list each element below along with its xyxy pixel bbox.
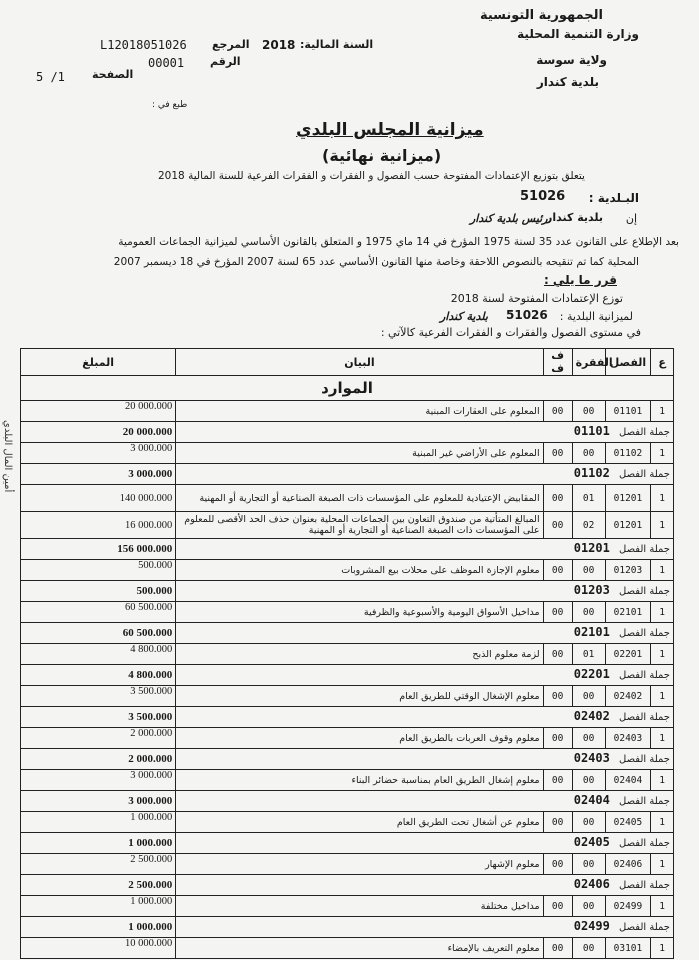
chapter-total-row: [21, 539, 674, 560]
paragraph-cell: 01: [572, 644, 605, 665]
paragraph-cell: 00: [572, 443, 605, 464]
description-cell: معلوم وقوف العربات بالطريق العام: [176, 728, 543, 749]
paragraph-cell: 00: [572, 686, 605, 707]
chapter-cell: 01203: [605, 560, 651, 581]
chapter-total-row: [21, 581, 674, 602]
total-label: جملة الفصل: [619, 586, 670, 597]
chapter-total-row: [21, 791, 674, 812]
table-header-row: [21, 349, 674, 376]
chapter-cell: 02499: [605, 896, 651, 917]
paragraph-cell: 02: [572, 512, 605, 539]
ministry-label: وزارة التنمية المحلية: [517, 27, 639, 41]
total-amount: 3 500.000: [21, 707, 176, 728]
total-amount: 2 000.000: [21, 749, 176, 770]
subparagraph-cell: 00: [543, 728, 572, 749]
num-label: الرقم: [210, 55, 241, 68]
amount-cell: 3 000.000: [21, 443, 176, 464]
amount-cell: 16 000.000: [21, 512, 176, 539]
total-label-cell: [176, 791, 674, 812]
doc-subtitle: (ميزانية نهائية): [322, 146, 442, 165]
paragraph-cell: 00: [572, 896, 605, 917]
number-cell: 1: [651, 896, 674, 917]
paragraph-cell: 00: [572, 560, 605, 581]
subparagraph-cell: 00: [543, 560, 572, 581]
num-value: 00001: [148, 56, 185, 70]
total-label: جملة الفصل: [619, 469, 670, 480]
total-chapter-code: 02403: [573, 751, 610, 765]
total-label: جملة الفصل: [619, 880, 670, 891]
total-chapter-code: 01102: [573, 466, 610, 480]
page-value: 5 /1: [36, 70, 65, 84]
year-label: السنة المالية:: [300, 38, 374, 51]
col-header-paragraph: الفقرة: [572, 349, 605, 376]
chapter-total-row: [21, 749, 674, 770]
paragraph-cell: 00: [572, 854, 605, 875]
budget-table: [20, 348, 674, 959]
table-row: [21, 686, 674, 707]
chapter-total-row: [21, 833, 674, 854]
total-label-cell: [176, 833, 674, 854]
table-row: [21, 896, 674, 917]
number-cell: 1: [651, 728, 674, 749]
doc-title: ميزانية المجلس البلدي: [296, 120, 484, 140]
total-label: جملة الفصل: [619, 796, 670, 807]
subparagraph-cell: 00: [543, 401, 572, 422]
description-cell: معلوم إشغال الطريق العام بمناسبة حضائر البناء: [176, 770, 543, 791]
table-row: [21, 485, 674, 512]
chapter-cell: 02201: [605, 644, 651, 665]
amount-cell: 10 000.000: [21, 938, 176, 959]
description-cell: المعلوم على العقارات المبنية: [176, 401, 543, 422]
number-cell: 1: [651, 770, 674, 791]
governorate-label: ولاية سوسة: [536, 53, 607, 67]
description-cell: المعلوم على الأراضي غير المبنية: [176, 443, 543, 464]
chapter-total-row: [21, 665, 674, 686]
subparagraph-cell: 00: [543, 512, 572, 539]
description-cell: المبالغ المتأتية من صندوق التعاون بين الجماعات المحلية بعنوان حذف الحد الأقصى للمعلوم على المؤسسات ذات الصبغة الصناعية أو التجارية أو المهنية: [176, 512, 543, 539]
chapter-cell: 02406: [605, 854, 651, 875]
decision-line-2-code: 51026: [506, 308, 548, 322]
description-cell: معلوم الإجازة الموظف على محلات بيع المشروبات: [176, 560, 543, 581]
total-label: جملة الفصل: [619, 922, 670, 933]
total-label-cell: [176, 539, 674, 560]
subparagraph-cell: 00: [543, 770, 572, 791]
col-header-number: ع: [651, 349, 674, 376]
total-chapter-code: 02402: [573, 709, 610, 723]
total-amount: 60 500.000: [21, 623, 176, 644]
total-amount: 3 000.000: [21, 791, 176, 812]
total-label-cell: [176, 875, 674, 896]
subparagraph-cell: 00: [543, 485, 572, 512]
number-cell: 1: [651, 938, 674, 959]
ref-label: المرجع: [212, 38, 250, 51]
chapter-cell: 01101: [605, 401, 651, 422]
amount-cell: 3 500.000: [21, 686, 176, 707]
subparagraph-cell: 00: [543, 854, 572, 875]
total-amount: 1 000.000: [21, 917, 176, 938]
chapter-total-row: [21, 464, 674, 485]
decision-line-3: في مستوى الفصول والفقرات و الفقرات الفرعية كالآتي :: [380, 326, 641, 339]
paragraph-cell: 00: [572, 401, 605, 422]
subparagraph-cell: 00: [543, 938, 572, 959]
amount-cell: 60 500.000: [21, 602, 176, 623]
margin-handwritten-note: أمين المال البلدي: [2, 420, 13, 493]
total-label-cell: [176, 707, 674, 728]
municipality-name: بلدية كندار: [546, 211, 603, 224]
chapter-total-row: [21, 707, 674, 728]
number-cell: 1: [651, 854, 674, 875]
total-amount: 500.000: [21, 581, 176, 602]
chapter-total-row: [21, 623, 674, 644]
section-row: [21, 376, 674, 401]
col-header-subparagraph: ف ف: [543, 349, 572, 376]
number-cell: 1: [651, 644, 674, 665]
decision-line-2-prefix: لميزانية البلدية :: [559, 310, 633, 323]
number-cell: 1: [651, 812, 674, 833]
total-label: جملة الفصل: [619, 754, 670, 765]
chapter-cell: 02101: [605, 602, 651, 623]
amount-cell: 2 500.000: [21, 854, 176, 875]
total-chapter-code: 02499: [573, 919, 610, 933]
total-chapter-code: 02404: [573, 793, 610, 807]
number-cell: 1: [651, 602, 674, 623]
section-title: الموارد: [21, 376, 674, 401]
amount-cell: 1 000.000: [21, 812, 176, 833]
col-header-amount: المبلغ: [21, 349, 176, 376]
chapter-total-row: [21, 422, 674, 443]
subparagraph-cell: 00: [543, 602, 572, 623]
subparagraph-cell: 00: [543, 644, 572, 665]
total-label: جملة الفصل: [619, 838, 670, 849]
decided-label: قرر ما يلي :: [543, 273, 617, 287]
number-cell: 1: [651, 485, 674, 512]
chapter-cell: 02404: [605, 770, 651, 791]
chapter-total-row: [21, 875, 674, 896]
total-amount: 4 800.000: [21, 665, 176, 686]
chapter-cell: 02405: [605, 812, 651, 833]
number-cell: 1: [651, 443, 674, 464]
total-label-cell: [176, 422, 674, 443]
year-value: 2018: [262, 38, 296, 52]
table-row: [21, 443, 674, 464]
description-cell: مداخيل مختلفة: [176, 896, 543, 917]
decision-line-2-name: بلدية كندار: [440, 310, 488, 323]
chapter-total-row: [21, 917, 674, 938]
paragraph-cell: 00: [572, 938, 605, 959]
paragraph-cell: 00: [572, 728, 605, 749]
total-label-cell: [176, 749, 674, 770]
chapter-cell: 02403: [605, 728, 651, 749]
paragraph-cell: 01: [572, 485, 605, 512]
description-cell: معلوم التعريف بالإمضاء: [176, 938, 543, 959]
ref-value: L12018051026: [100, 38, 187, 52]
total-label: جملة الفصل: [619, 427, 670, 438]
subparagraph-cell: 00: [543, 812, 572, 833]
total-chapter-code: 02101: [573, 625, 610, 639]
table-row: [21, 401, 674, 422]
description-cell: لزمة معلوم الذبح: [176, 644, 543, 665]
amount-cell: 1 000.000: [21, 896, 176, 917]
total-chapter-code: 01101: [573, 424, 610, 438]
total-label-cell: [176, 665, 674, 686]
municipality-label: بلدية كندار: [536, 75, 599, 89]
col-header-description: البيان: [176, 349, 543, 376]
amount-cell: 140 000.000: [21, 485, 176, 512]
republic-label: الجمهورية التونسية: [479, 8, 603, 23]
table-row: [21, 770, 674, 791]
municipality-field-label: البـلدية :: [588, 191, 639, 205]
total-amount: 2 500.000: [21, 875, 176, 896]
intro-paragraph-1: بعد الإطلاع على القانون عدد 35 لسنة 1975 المؤرخ في 14 ماي 1975 و المتعلق بالقانون الأساسي لميزانية الجماعات العمومية: [118, 236, 679, 248]
subparagraph-cell: 00: [543, 443, 572, 464]
total-amount: 1 000.000: [21, 833, 176, 854]
printed-in: طبع في :: [152, 100, 188, 110]
total-label-cell: [176, 581, 674, 602]
page-label: الصفحة: [92, 68, 134, 81]
number-cell: 1: [651, 512, 674, 539]
description-cell: معلوم عن أشغال تحت الطريق العام: [176, 812, 543, 833]
table-row: [21, 602, 674, 623]
total-label: جملة الفصل: [619, 712, 670, 723]
paragraph-cell: 00: [572, 812, 605, 833]
table-row: [21, 644, 674, 665]
total-amount: 20 000.000: [21, 422, 176, 443]
total-chapter-code: 02201: [573, 667, 610, 681]
total-label: جملة الفصل: [619, 670, 670, 681]
subparagraph-cell: 00: [543, 686, 572, 707]
chapter-cell: 01102: [605, 443, 651, 464]
mayor-prefix: إن: [625, 212, 637, 225]
total-amount: 156 000.000: [21, 539, 176, 560]
intro-paragraph-2: المحلية كما تم تنقيحه بالنصوص اللاحقة وخاصة منها القانون الأساسي عدد 65 لسنة 2007 المؤرخ في 18 ديسمبر 2007: [113, 256, 639, 268]
amount-cell: 3 000.000: [21, 770, 176, 791]
municipality-code: 51026: [520, 189, 566, 204]
paragraph-cell: 00: [572, 770, 605, 791]
description-cell: مداخيل الأسواق اليومية والأسبوعية والظرفية: [176, 602, 543, 623]
table-row: [21, 512, 674, 539]
col-header-chapter: الفصل: [605, 349, 651, 376]
description-cell: المقابيض الإعتيادية للمعلوم على المؤسسات ذات الصبغة الصناعية أو التجارية أو المهنية: [176, 485, 543, 512]
paragraph-cell: 00: [572, 602, 605, 623]
doc-description: يتعلق بتوزيع الإعتمادات المفتوحة حسب الفصول و الفقرات و الفقرات الفرعية للسنة المالية 2018: [158, 170, 585, 182]
amount-cell: 2 000.000: [21, 728, 176, 749]
decision-line-1: توزع الإعتمادات المفتوحة لسنة 2018: [450, 292, 623, 305]
total-chapter-code: 02405: [573, 835, 610, 849]
table-row: [21, 854, 674, 875]
description-cell: معلوم الإشغال الوقتي للطريق العام: [176, 686, 543, 707]
total-label-cell: [176, 623, 674, 644]
total-label: جملة الفصل: [619, 544, 670, 555]
number-cell: 1: [651, 686, 674, 707]
total-chapter-code: 01203: [573, 583, 610, 597]
mayor-name: رئيس بلدية كندار: [470, 212, 548, 225]
amount-cell: 500.000: [21, 560, 176, 581]
chapter-cell: 02402: [605, 686, 651, 707]
total-label: جملة الفصل: [619, 628, 670, 639]
subparagraph-cell: 00: [543, 896, 572, 917]
table-row: [21, 560, 674, 581]
amount-cell: 20 000.000: [21, 401, 176, 422]
table-row: [21, 938, 674, 959]
total-chapter-code: 02406: [573, 877, 610, 891]
total-amount: 3 000.000: [21, 464, 176, 485]
table-row: [21, 728, 674, 749]
number-cell: 1: [651, 401, 674, 422]
chapter-cell: 01201: [605, 512, 651, 539]
number-cell: 1: [651, 560, 674, 581]
description-cell: معلوم الإشهار: [176, 854, 543, 875]
total-chapter-code: 01201: [573, 541, 610, 555]
total-label-cell: [176, 917, 674, 938]
chapter-cell: 03101: [605, 938, 651, 959]
total-label-cell: [176, 464, 674, 485]
table-row: [21, 812, 674, 833]
chapter-cell: 01201: [605, 485, 651, 512]
amount-cell: 4 800.000: [21, 644, 176, 665]
